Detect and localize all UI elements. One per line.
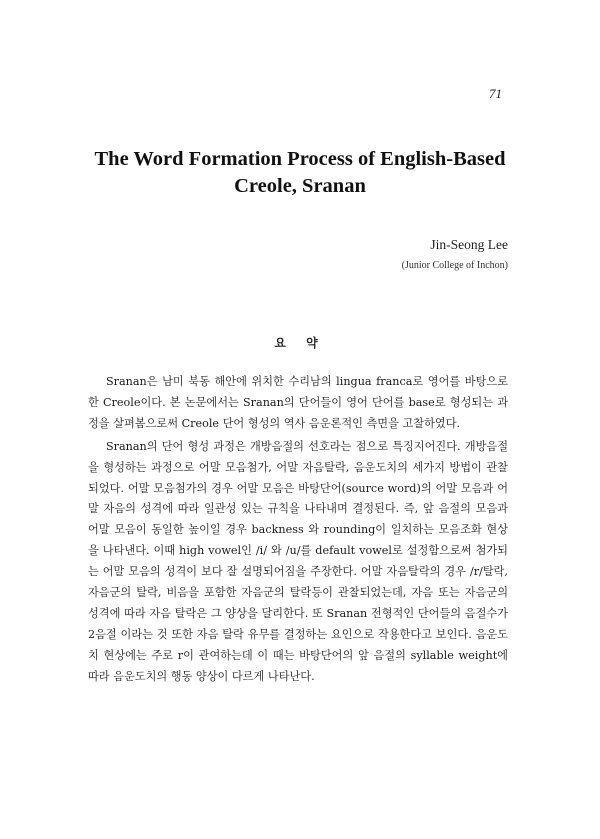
title-line-2: Creole, Sranan — [234, 175, 366, 197]
author-affiliation: (Junior College of Inchon) — [401, 260, 508, 271]
abstract-paragraph-2: Sranan의 단어 형성 과정은 개방음절의 선호라는 점으로 특징지어진다. 개방음절을 형성하는 과정으로 어말 모음첨가, 어말 자음탈락, 음운도치의 세가지 방법이 관찰되었다. 어말 모음첨가의 경우 어말 모음은 바탕단어(source word)의 어말 모음과 어말 자음의 성격에 따라 일관성 있는 규칙을 나타내며 결정된다. 즉, 앞 음절의 모음과 어말 모음이 동일한 높이일 경우 backness 와 rounding이 일치하는 모음조화 현상을 나타낸다. 이때 high vowel인 /i/ 와 /u/를 default vowel로 설정함으로써 첨가되는 어말 모음의 성격이 보다 잘 설명되어짐을 주장한다. 어말 자음탈락의 경우 /r/탈락, 자음군의 탈락, 비음을 포함한 자음군의 탈락등이 관찰되었는데, 자음 또는 자음군의 성격에 따라 자음 탈락은 그 양상을 달리한다. 또 Sranan 전형적인 단어들의 음절수가 2음절 이라는 것 또한 자음 탈락 유무를 결정하는 요인으로 작용한다고 보인다. 음운도치 현상에는 주로 r이 관여하는데 이 때는 바탕단어의 앞 음절의 syllable weight에 따라 음운도치의 행동 양상이 다르게 나타난다. — [88, 439, 508, 683]
paper-title — [0, 146, 600, 200]
author-name: Jin-Seong Lee — [430, 237, 508, 252]
abstract-body — [88, 372, 508, 688]
abstract-heading: 요 약 — [274, 336, 326, 350]
page-number: 71 — [489, 86, 502, 101]
title-line-1: The Word Formation Process of English-Based — [94, 148, 506, 170]
abstract-paragraph-1: Sranan은 남미 북동 해안에 위치한 수리남의 lingua franca로 영어를 바탕으로 한 Creole이다. 본 논문에서는 Sranan의 단어들이 영어 단어를 base로 형성되는 과정을 살펴봄으로써 Creole 단어 형성의 역사 음운론적인 측면을 고찰하였다. — [88, 375, 508, 430]
